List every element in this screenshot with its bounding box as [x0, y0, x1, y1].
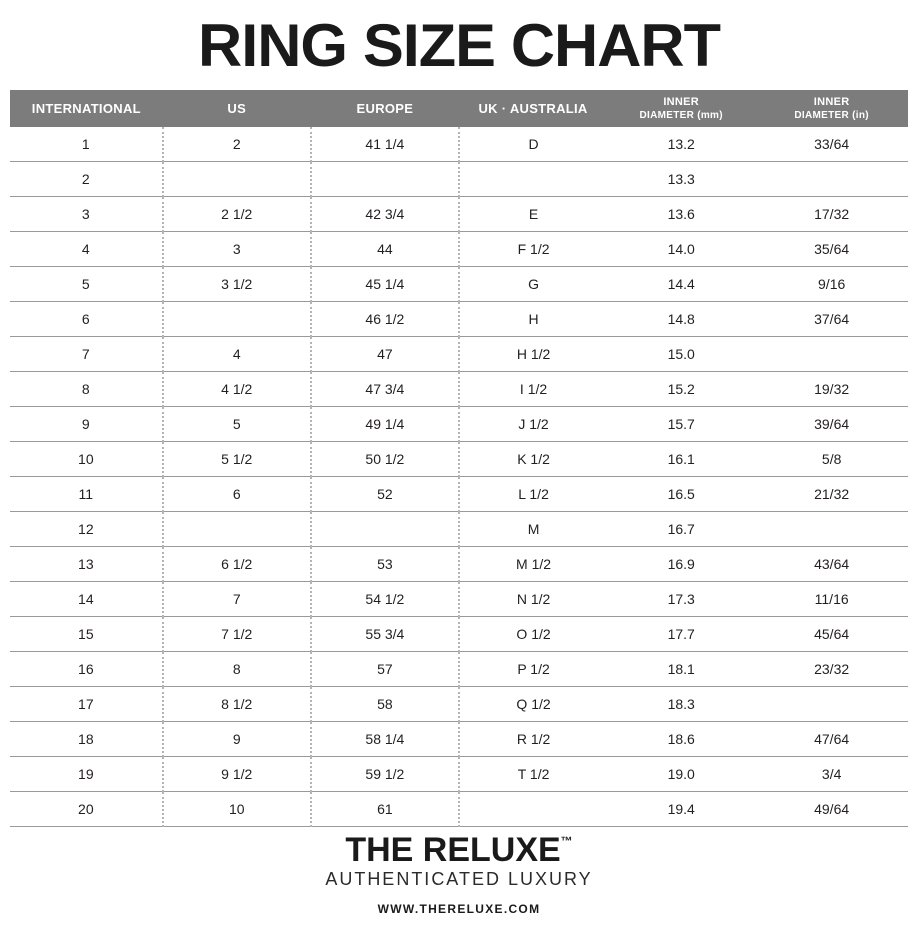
table-row [10, 792, 908, 827]
table-row [10, 442, 908, 477]
table-cell: 49 1/4 [311, 407, 459, 442]
table-cell: 50 1/2 [311, 442, 459, 477]
table-cell: L 1/2 [459, 477, 607, 512]
table-cell: 58 1/4 [311, 722, 459, 757]
table-cell: 17.3 [607, 582, 755, 617]
table-cell: 7 [10, 337, 163, 372]
table-cell: 16.5 [607, 477, 755, 512]
table-cell: 39/64 [755, 407, 908, 442]
table-cell: 2 [10, 162, 163, 197]
table-cell: 13.2 [607, 127, 755, 162]
table-cell [311, 512, 459, 547]
table-cell: I 1/2 [459, 372, 607, 407]
table-row [10, 757, 908, 792]
table-cell: 4 1/2 [163, 372, 311, 407]
table-cell: 42 3/4 [311, 197, 459, 232]
table-cell: 17/32 [755, 197, 908, 232]
table-body [10, 127, 908, 827]
table-cell: 4 [10, 232, 163, 267]
table-cell: 9 1/2 [163, 757, 311, 792]
table-cell: 33/64 [755, 127, 908, 162]
table-row [10, 652, 908, 687]
table-row [10, 337, 908, 372]
table-cell: 44 [311, 232, 459, 267]
column-header-europe: EUROPE [311, 90, 459, 127]
table-cell: T 1/2 [459, 757, 607, 792]
table-cell: 52 [311, 477, 459, 512]
size-table-container [0, 90, 918, 827]
table-cell: 18 [10, 722, 163, 757]
table-cell: 55 3/4 [311, 617, 459, 652]
table-cell: 14.0 [607, 232, 755, 267]
table-cell: 10 [10, 442, 163, 477]
table-cell: 3/4 [755, 757, 908, 792]
table-cell [311, 162, 459, 197]
table-cell: O 1/2 [459, 617, 607, 652]
table-cell: 5 [163, 407, 311, 442]
table-cell: P 1/2 [459, 652, 607, 687]
table-cell: 17.7 [607, 617, 755, 652]
table-cell: 47 3/4 [311, 372, 459, 407]
table-cell: 47/64 [755, 722, 908, 757]
table-cell [163, 162, 311, 197]
trademark-symbol: ™ [560, 834, 573, 849]
table-cell: 46 1/2 [311, 302, 459, 337]
table-cell: 17 [10, 687, 163, 722]
table-cell: M [459, 512, 607, 547]
website-url[interactable]: WWW.THERELUXE.COM [377, 901, 541, 916]
table-cell: 16.1 [607, 442, 755, 477]
table-cell: 13.3 [607, 162, 755, 197]
footer [0, 827, 918, 926]
table-cell: 35/64 [755, 232, 908, 267]
column-header-uk-australia: UK · AUSTRALIA [459, 90, 607, 127]
brand-name [345, 833, 572, 869]
column-header-inner-diameter-in: INNER DIAMETER (in) [755, 90, 908, 127]
table-header-row [10, 90, 908, 127]
table-row [10, 267, 908, 302]
table-row [10, 512, 908, 547]
table-cell [163, 512, 311, 547]
table-row [10, 407, 908, 442]
table-cell: 16 [10, 652, 163, 687]
table-cell: 5 1/2 [163, 442, 311, 477]
table-cell: 14.8 [607, 302, 755, 337]
table-cell: 8 1/2 [163, 687, 311, 722]
table-cell: H [459, 302, 607, 337]
table-cell: 37/64 [755, 302, 908, 337]
table-cell: H 1/2 [459, 337, 607, 372]
table-cell: 9 [163, 722, 311, 757]
table-cell: 45/64 [755, 617, 908, 652]
table-cell: K 1/2 [459, 442, 607, 477]
table-cell: 18.6 [607, 722, 755, 757]
table-cell: 19/32 [755, 372, 908, 407]
table-cell: 57 [311, 652, 459, 687]
table-row [10, 302, 908, 337]
table-row [10, 197, 908, 232]
column-header-inner-diameter-mm: INNER DIAMETER (mm) [607, 90, 755, 127]
table-cell: 41 1/4 [311, 127, 459, 162]
column-header-international: INTERNATIONAL [10, 90, 163, 127]
table-cell: 43/64 [755, 547, 908, 582]
table-cell: 58 [311, 687, 459, 722]
table-cell: 10 [163, 792, 311, 827]
table-cell [459, 792, 607, 827]
column-header-us: US [163, 90, 311, 127]
table-cell: M 1/2 [459, 547, 607, 582]
table-cell: 2 [163, 127, 311, 162]
table-cell: G [459, 267, 607, 302]
table-cell: 16.7 [607, 512, 755, 547]
table-row [10, 687, 908, 722]
brand-tagline: AUTHENTICATED LUXURY [325, 868, 593, 889]
table-cell: 4 [163, 337, 311, 372]
table-cell: 13 [10, 547, 163, 582]
table-cell: 3 [10, 197, 163, 232]
table-cell: 1 [10, 127, 163, 162]
table-row [10, 127, 908, 162]
table-cell: 14.4 [607, 267, 755, 302]
table-cell: 15 [10, 617, 163, 652]
table-cell: 53 [311, 547, 459, 582]
table-cell [163, 302, 311, 337]
table-cell: 11 [10, 477, 163, 512]
ring-size-table [10, 90, 908, 827]
table-cell [755, 687, 908, 722]
table-cell: 11/16 [755, 582, 908, 617]
table-header [10, 90, 908, 127]
table-cell: 20 [10, 792, 163, 827]
table-cell: 8 [10, 372, 163, 407]
table-cell: 61 [311, 792, 459, 827]
table-cell: 18.3 [607, 687, 755, 722]
table-cell [755, 162, 908, 197]
table-row [10, 162, 908, 197]
table-cell: 49/64 [755, 792, 908, 827]
table-row [10, 722, 908, 757]
table-cell: 19 [10, 757, 163, 792]
table-cell: E [459, 197, 607, 232]
table-cell: F 1/2 [459, 232, 607, 267]
table-cell: N 1/2 [459, 582, 607, 617]
table-cell: 15.2 [607, 372, 755, 407]
table-cell: 9 [10, 407, 163, 442]
table-row [10, 547, 908, 582]
page-title: RING SIZE CHART [198, 12, 720, 79]
table-cell: 7 [163, 582, 311, 617]
table-cell: 59 1/2 [311, 757, 459, 792]
table-cell: 6 1/2 [163, 547, 311, 582]
table-cell: 13.6 [607, 197, 755, 232]
table-cell: Q 1/2 [459, 687, 607, 722]
table-cell: 15.7 [607, 407, 755, 442]
table-cell: 45 1/4 [311, 267, 459, 302]
table-cell: 18.1 [607, 652, 755, 687]
table-cell: 16.9 [607, 547, 755, 582]
table-cell: 15.0 [607, 337, 755, 372]
table-cell: 7 1/2 [163, 617, 311, 652]
table-cell: 3 1/2 [163, 267, 311, 302]
table-cell: 6 [10, 302, 163, 337]
table-cell: 19.0 [607, 757, 755, 792]
table-cell [755, 337, 908, 372]
table-cell: D [459, 127, 607, 162]
table-row [10, 372, 908, 407]
brand-text: THE RELUXE [345, 831, 561, 870]
table-cell: 2 1/2 [163, 197, 311, 232]
table-cell: 9/16 [755, 267, 908, 302]
table-cell: 21/32 [755, 477, 908, 512]
table-cell: 3 [163, 232, 311, 267]
table-cell: 19.4 [607, 792, 755, 827]
table-cell: 54 1/2 [311, 582, 459, 617]
table-cell: 5/8 [755, 442, 908, 477]
table-row [10, 232, 908, 267]
table-cell: 23/32 [755, 652, 908, 687]
table-cell: 5 [10, 267, 163, 302]
table-cell: 14 [10, 582, 163, 617]
table-row [10, 582, 908, 617]
table-row [10, 617, 908, 652]
table-row [10, 477, 908, 512]
table-cell: J 1/2 [459, 407, 607, 442]
table-cell [459, 162, 607, 197]
table-cell: 8 [163, 652, 311, 687]
table-cell: 12 [10, 512, 163, 547]
table-cell [755, 512, 908, 547]
table-cell: 47 [311, 337, 459, 372]
table-cell: R 1/2 [459, 722, 607, 757]
table-cell: 6 [163, 477, 311, 512]
